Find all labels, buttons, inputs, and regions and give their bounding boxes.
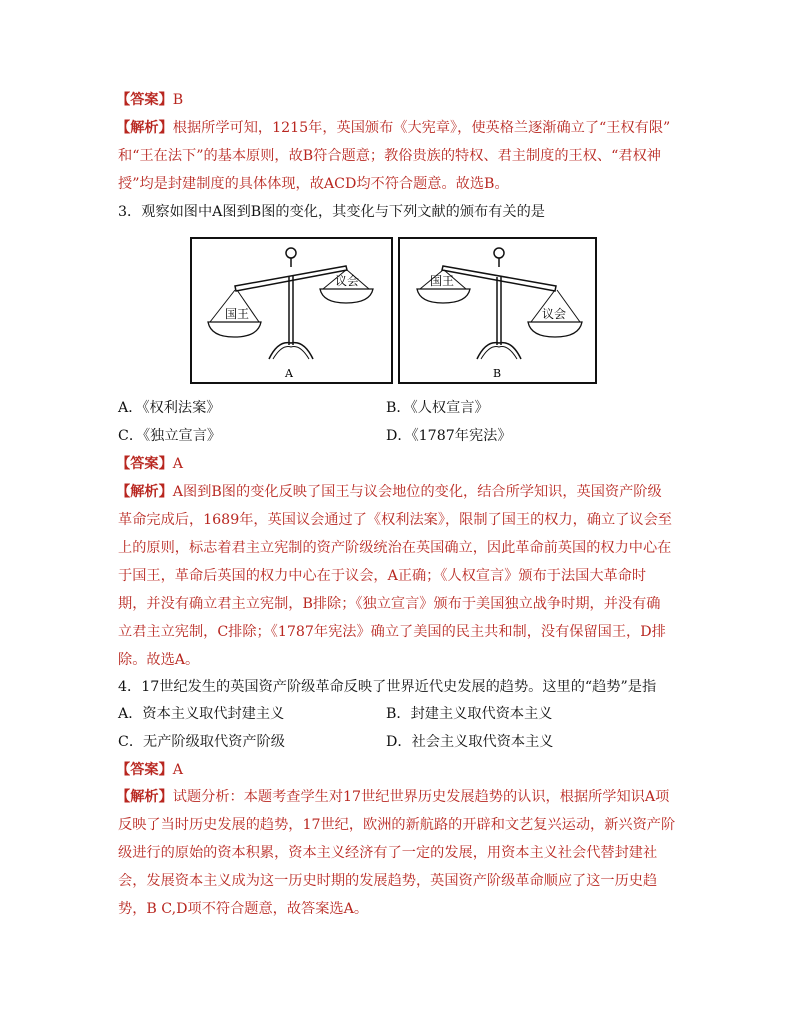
analysis-line: 上的原则，标志着君主立宪制的资产阶级统治在英国确立，因此革命前英国的权力中心在 [118,540,672,556]
figure-b-caption: B [493,367,502,380]
analysis-line: 革命完成后，1689年，英国议会通过了《权利法案》，限制了国王的权力，确立了议会至 [118,512,672,528]
analysis-label: 【解析】 [116,120,173,136]
analysis-line: 于国王，革命后英国的权力中心在于议会，A正确；《人权宣言》颁布于法国大革命时 [118,568,647,584]
question-3-stem: 3．观察如图中A图到B图的变化，其变化与下列文献的颁布有关的是 [118,204,545,220]
analysis-line: 除。故选A。 [118,652,200,668]
answer-value: B [172,92,184,108]
king-label-b: 国王 [430,274,455,288]
king-label-a: 国王 [225,307,250,321]
q3-option-b: B．《人权宣言》 [386,400,489,416]
question-4-stem: 4．17世纪发生的英国资产阶级革命反映了世界近代史发展的趋势。这里的“趋势”是指 [118,679,657,695]
answer-row-3 [116,454,183,474]
analysis-line: 【解析】A图到B图的变化反映了国王与议会地位的变化，结合所学知识，英国资产阶级 [116,484,662,500]
q3-option-d: D．《1787年宪法》 [386,428,512,444]
analysis-line: 【解析】根据所学可知，1215年，英国颁布《大宪章》，使英格兰逐渐确立了“王权有限” [116,120,671,136]
q4-option-c: C．无产阶级取代资产阶级 [118,734,285,750]
analysis-line: 反映了当时历史发展的趋势，17世纪，欧洲的新航路的开辟和文艺复兴运动，新兴资产阶 [118,817,676,833]
analysis-line: 级进行的原始的资本积累，资本主义经济有了一定的发展，用资本主义社会代替封建社 [118,845,658,861]
answer-row-1 [116,90,183,110]
q4-option-d: D．社会主义取代资本主义 [386,734,554,750]
analysis-line: 【解析】试题分析：本题考查学生对17世纪世界历史发展趋势的认识，根据所学知识A项 [116,789,670,805]
answer-value: A [172,762,184,778]
parliament-label-b: 议会 [542,307,567,321]
balance-scale-a-illustration [192,239,391,382]
parliament-label-a: 议会 [335,274,360,288]
answer-row-4 [116,760,183,780]
analysis-line: 期，并没有确立君主立宪制，B排除；《独立宣言》颁布于美国独立战争时期，并没有确 [118,596,661,612]
analysis-line: 和“王在法下”的基本原则，故B符合题意；教俗贵族的特权、君主制度的王权、“君权神 [118,148,661,164]
figure-b-box [398,237,597,384]
answer-label: 【答案】 [116,92,173,108]
analysis-line: 授”均是封建制度的具体体现，故ACD均不符合题意。故选B。 [118,176,509,192]
analysis-line: 会，发展资本主义成为这一历史时期的发展趋势，英国资产阶级革命顺应了这一历史趋 [118,873,658,889]
analysis-line: 势，B C,D项不符合题意，故答案选A。 [118,901,369,917]
q4-option-b: B．封建主义取代资本主义 [386,706,553,722]
q3-option-c: C．《独立宣言》 [118,428,222,444]
answer-label: 【答案】 [116,762,173,778]
answer-label: 【答案】 [116,456,173,472]
analysis-label: 【解析】 [116,789,173,805]
q3-option-a: A．《权利法案》 [118,400,221,416]
q4-option-a: A．资本主义取代封建主义 [118,706,285,722]
analysis-label: 【解析】 [116,484,173,500]
answer-value: A [172,456,184,472]
figure-a-box [190,237,393,384]
analysis-line: 立君主立宪制，C排除；《1787年宪法》确立了美国的民主共和制，没有保留国王，D排 [118,624,666,640]
balance-scale-b-illustration [400,239,595,382]
figure-a-caption: A [285,367,293,380]
